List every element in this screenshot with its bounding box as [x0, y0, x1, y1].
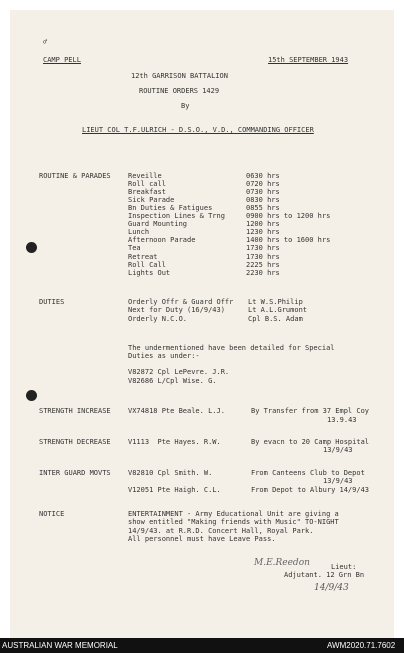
duty-role: Orderly N.C.O. — [128, 315, 188, 323]
routine-item-name: Inspection Lines & Trng — [128, 212, 225, 221]
camp-name: CAMP PELL — [43, 56, 81, 64]
routine-item-name: Tea — [128, 244, 141, 253]
punch-hole — [26, 242, 37, 253]
routine-item-name: Lunch — [128, 228, 150, 237]
routine-item-time: 2225 hrs — [246, 260, 280, 269]
routine-item-name: Roll call — [128, 180, 166, 189]
movement-entry: V12051 Pte Haigh. C.L. — [128, 486, 221, 494]
notice-line: ENTERTAINMENT - Army Educational Unit are giving a — [128, 510, 339, 518]
routine-item-name: Retreat — [128, 252, 158, 261]
handwritten-date: 14/9/43 — [314, 583, 349, 593]
routine-item-time: 1730 hrs — [246, 252, 280, 261]
special-duties-note: Duties as under:- — [128, 352, 200, 360]
battalion-title: 12th GARRISON BATTALION — [131, 72, 228, 80]
duty-person: Lt W.S.Philip — [248, 298, 303, 306]
order-date: 15th SEPTEMBER 1943 — [268, 56, 349, 64]
routine-item-time: 0630 hrs — [246, 172, 280, 180]
routine-item-name: Guard Mounting — [128, 220, 188, 229]
increase-detail: By Transfer from 37 Empl Coy — [251, 407, 370, 415]
routine-item-time: 1400 hrs to 1600 hrs — [246, 236, 331, 245]
notice-line: All personnel must have Leave Pass. — [128, 535, 276, 543]
archive-footer — [0, 638, 404, 653]
routine-item-time: 0900 hrs to 1200 hrs — [246, 212, 331, 221]
document-page — [10, 10, 394, 638]
decrease-detail: By evacn to 20 Camp Hospital — [251, 438, 370, 446]
duty-person: Cpl B.S. Adam — [248, 315, 303, 323]
routine-item-time: 0720 hrs — [246, 180, 280, 189]
movement-entry: V82810 Cpl Smith. W. — [128, 469, 213, 477]
special-duty-entry: V82686 L/Cpl Wise. G. — [128, 377, 217, 385]
handwritten-signature: M.E.Reedon — [254, 558, 310, 568]
section-heading-duties: DUTIES — [39, 298, 65, 306]
routine-item-name: Reveille — [128, 172, 162, 180]
decrease-date: 13/9/43 — [323, 446, 353, 454]
routine-item-name: Lights Out — [128, 268, 171, 277]
routine-item-name: Sick Parade — [128, 196, 175, 205]
footer-right: AWM2020.71.7602 — [327, 641, 396, 650]
routine-item-time: 1200 hrs — [246, 220, 280, 229]
special-duty-entry: V82872 Cpl LePevre. J.R. — [128, 368, 230, 376]
section-heading-strength-increase: STRENGTH INCREASE — [39, 407, 111, 415]
duty-role: Next for Duty (16/9/43) — [128, 306, 225, 314]
by-label: By — [181, 102, 190, 110]
routine-item-time: 2230 hrs — [246, 268, 280, 277]
decrease-entry: V1113 Pte Hayes. R.W. — [128, 438, 221, 446]
punch-hole — [26, 390, 37, 401]
notice-line: show entitled "Making friends with Music" TO-NIGHT — [128, 518, 339, 526]
signature-rank: Lieut: — [331, 563, 357, 571]
section-heading-inter-guard: INTER GUARD MOVTS — [39, 469, 111, 477]
routine-item-time: 1230 hrs — [246, 228, 280, 237]
special-duties-note: The undermentioned have been detailed for Special — [128, 344, 335, 352]
corner-mark: ♂ — [43, 38, 48, 46]
notice-line: 14/9/43. at R.R.D. Concert Hall, Royal Park. — [128, 527, 314, 535]
routine-item-time: 0855 hrs — [246, 204, 280, 213]
routine-item-name: Bn Duties & Fatigues — [128, 204, 213, 213]
routine-item-time: 0730 hrs — [246, 188, 280, 197]
increase-entry: VX74818 Pte Beale. L.J. — [128, 407, 225, 415]
orders-title: ROUTINE ORDERS 1429 — [139, 87, 220, 95]
routine-item-time: 1730 hrs — [246, 244, 280, 253]
duty-person: Lt A.L.Grumont — [248, 306, 308, 314]
section-heading-strength-decrease: STRENGTH DECREASE — [39, 438, 111, 446]
routine-item-name: Breakfast — [128, 188, 166, 197]
movement-detail: From Depot to Albury 14/9/43 — [251, 486, 370, 494]
increase-date: 13.9.43 — [327, 416, 357, 424]
section-heading-notice: NOTICE — [39, 510, 65, 518]
section-heading-routine: ROUTINE & PARADES — [39, 172, 111, 180]
duty-role: Orderly Offr & Guard Offr — [128, 298, 234, 306]
signature-title: Adjutant. 12 Grn Bn — [284, 571, 365, 579]
routine-item-name: Roll Call — [128, 260, 166, 269]
routine-item-name: Afternoon Parade — [128, 236, 196, 245]
routine-item-time: 0830 hrs — [246, 196, 280, 205]
commanding-officer: LIEUT COL T.F.ULRICH - D.S.O., V.D., COMMANDING OFFICER — [82, 126, 314, 134]
movement-detail: From Canteens Club to Depot — [251, 469, 365, 477]
footer-left: AUSTRALIAN WAR MEMORIAL — [2, 641, 118, 650]
movement-date: 13/9/43 — [323, 477, 353, 485]
